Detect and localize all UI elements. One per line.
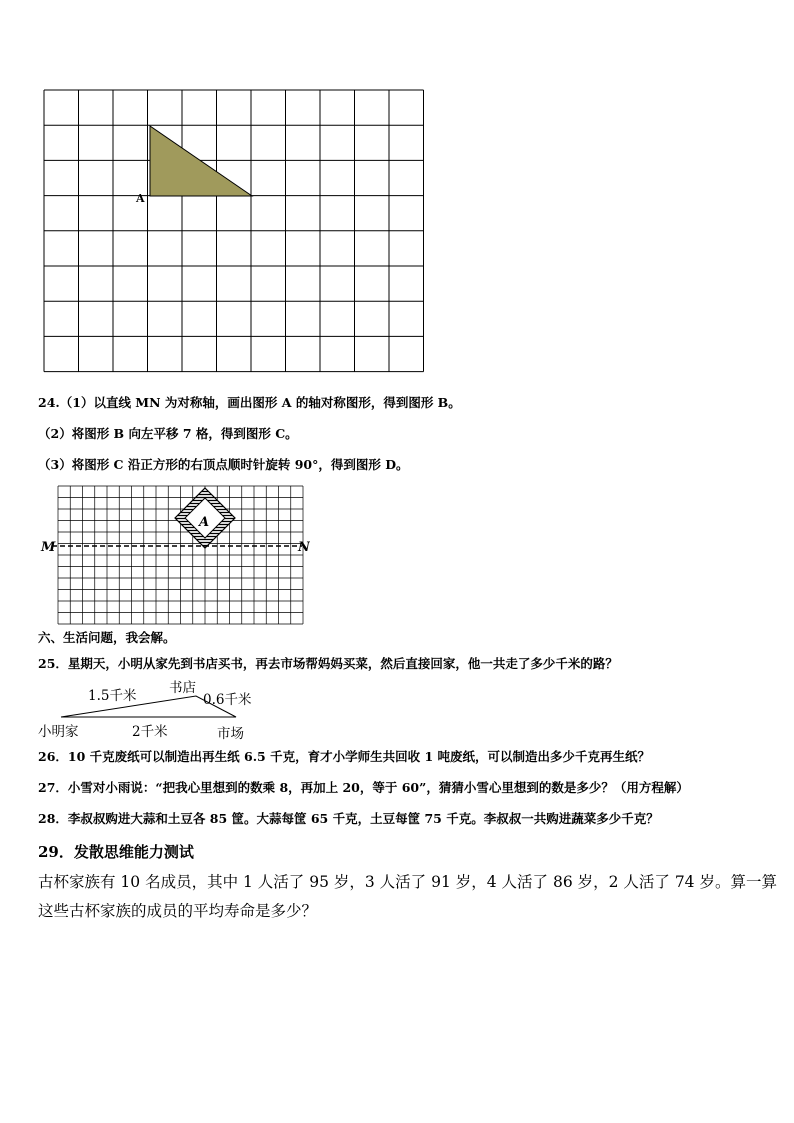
question-24-line-2: （2）将图形 B 向左平移 7 格，得到图形 C。 [38, 426, 298, 441]
question-29-line-2: 这些古杯家族的成员的平均寿命是多少？ [38, 902, 318, 920]
dist-home-market: 2千米 [132, 724, 168, 740]
market-label: 市场 [217, 726, 244, 742]
route-diagram [36, 676, 276, 744]
grid-figure-1 [40, 88, 430, 378]
store-label: 书店 [169, 680, 196, 696]
question-28: 28．李叔叔购进大蒜和土豆各 85 筐。大蒜每筐 65 千克，土豆每筐 75 千克。李叔叔一共购进蔬菜多少千克？ [38, 811, 659, 826]
dist-store-market: 0.6千米 [203, 692, 252, 708]
question-29-title: 29．发散思维能力测试 [38, 843, 194, 861]
triangle-label-a: A [136, 192, 145, 205]
question-27: 27．小雪对小雨说：“把我心里想到的数乘 8，再加上 20，等于 60”，猜猜小雪心里想到的数是多少？（用方程解） [38, 780, 689, 795]
grid-lines [58, 486, 303, 624]
diamond-label-a: A [199, 515, 210, 530]
question-24-line-3: （3）将图形 C 沿正方形的右顶点顺时针旋转 90°，得到图形 D。 [38, 457, 409, 472]
label-m: M [41, 540, 56, 555]
question-25: 25．星期天，小明从家先到书店买书，再去市场帮妈妈买菜，然后直接回家，他一共走了多少千米的路？ [38, 656, 618, 671]
triangle-shape-a [150, 126, 252, 196]
dist-home-store: 1.5千米 [88, 688, 137, 704]
grid-lines [44, 90, 424, 372]
question-29-line-1: 古杯家族有 10 名成员，其中 1 人活了 95 岁，3 人活了 91 岁，4 人活了 86 岁，2 人活了 74 岁。算一算 [38, 873, 777, 891]
question-24-line-1: 24.（1）以直线 MN 为对称轴，画出图形 A 的轴对称图形，得到图形 B。 [38, 395, 461, 410]
grid-figure-2 [40, 484, 310, 626]
section-6-title: 六、生活问题，我会解。 [38, 630, 176, 645]
home-label: 小明家 [38, 724, 79, 740]
question-26: 26．10 千克废纸可以制造出再生纸 6.5 千克，育才小学师生共回收 1 吨废纸，可以制造出多少千克再生纸？ [38, 749, 650, 764]
label-n: N [298, 540, 310, 555]
